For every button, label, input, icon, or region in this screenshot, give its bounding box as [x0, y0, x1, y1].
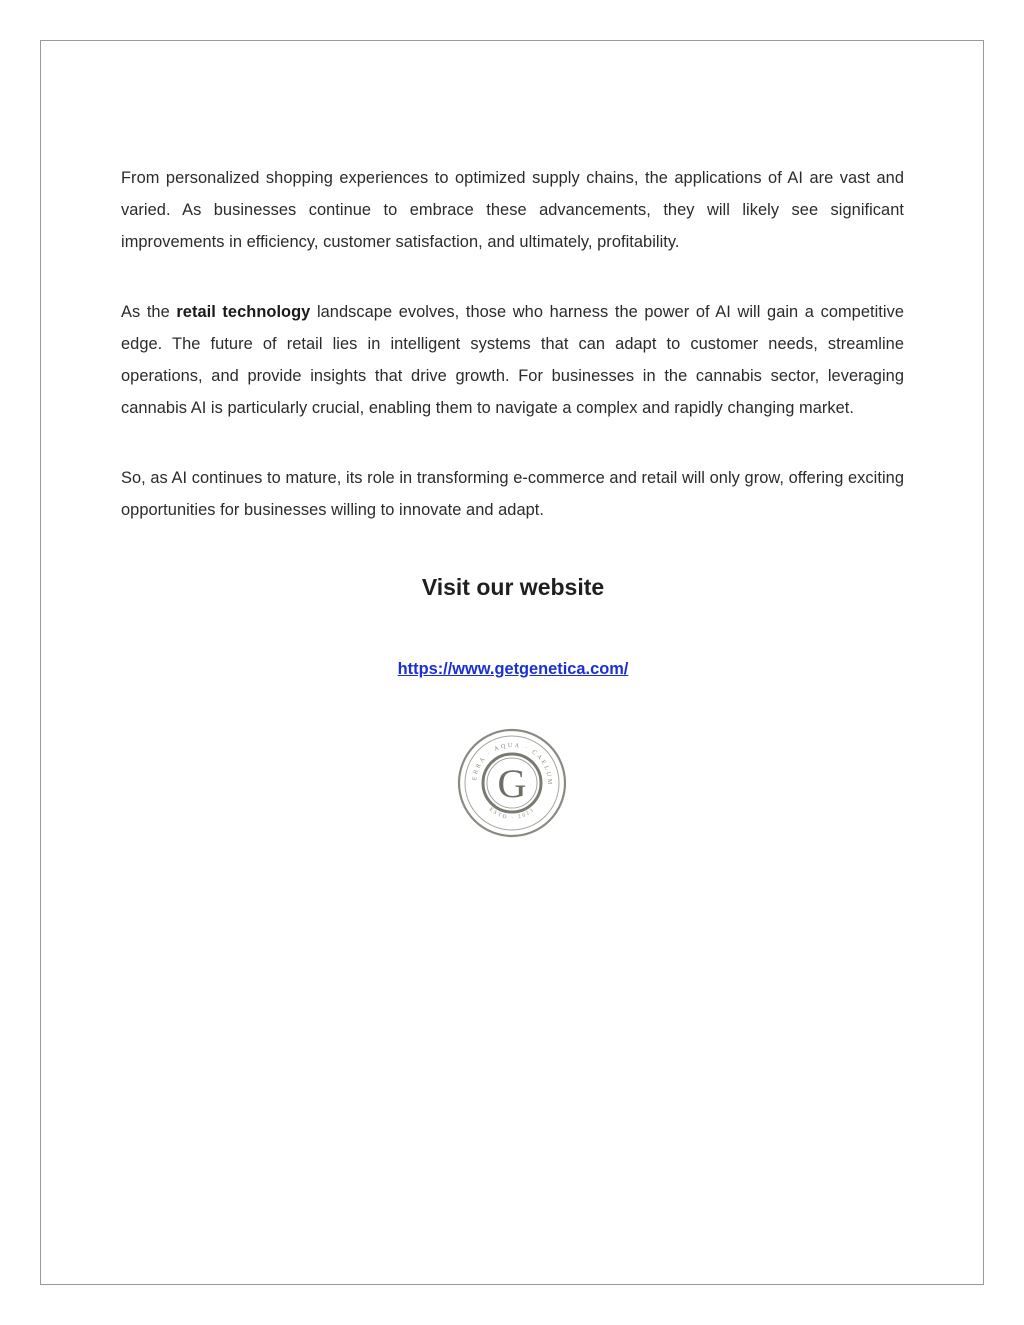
svg-text:ESTD · 2023 — [488, 806, 536, 821]
paragraph-ai-applications: From personalized shopping experiences to optimized supply chains, the applications of AI are vast and varied. As businesses continue to embrace these advancements, they will likely see significant improvements in efficiency, customer satisfaction, and ultimately, profitability. — [121, 169, 904, 251]
paragraph-retail-technology — [121, 296, 904, 424]
seal-bottom-text: ESTD · 2023 — [487, 806, 537, 822]
document-page — [40, 40, 984, 1285]
visit-website-heading: Visit our website — [421, 574, 605, 600]
genetica-seal-logo — [456, 727, 568, 839]
retail-technology-emphasis: retail technology — [176, 303, 311, 321]
paragraph-text: As the — [121, 303, 177, 321]
body-text — [121, 162, 904, 564]
website-link-container — [41, 660, 985, 679]
seal-logo-graphic — [456, 727, 568, 839]
seal-letter: G — [497, 761, 527, 806]
paragraph-text: landscape evolves, those who harness the power of AI will gain a competitive edge. The future of retail lies in intelligent systems that can adapt to customer needs, streamline operations, and provide insights that drive growth. For businesses in the cannabis sector, leveraging cannabis AI is particularly crucial, enabling them to navigate a complex and rapidly changing market. — [121, 303, 905, 417]
paragraph-conclusion: So, as AI continues to mature, its role in transforming e-commerce and retail will only grow, offering exciting opportunities for businesses willing to innovate and adapt. — [121, 469, 904, 519]
website-link[interactable]: https://www.getgenetica.com/ — [397, 660, 629, 678]
seal-ring-text: ERRA · AQUA · CAELUM — [471, 741, 554, 787]
